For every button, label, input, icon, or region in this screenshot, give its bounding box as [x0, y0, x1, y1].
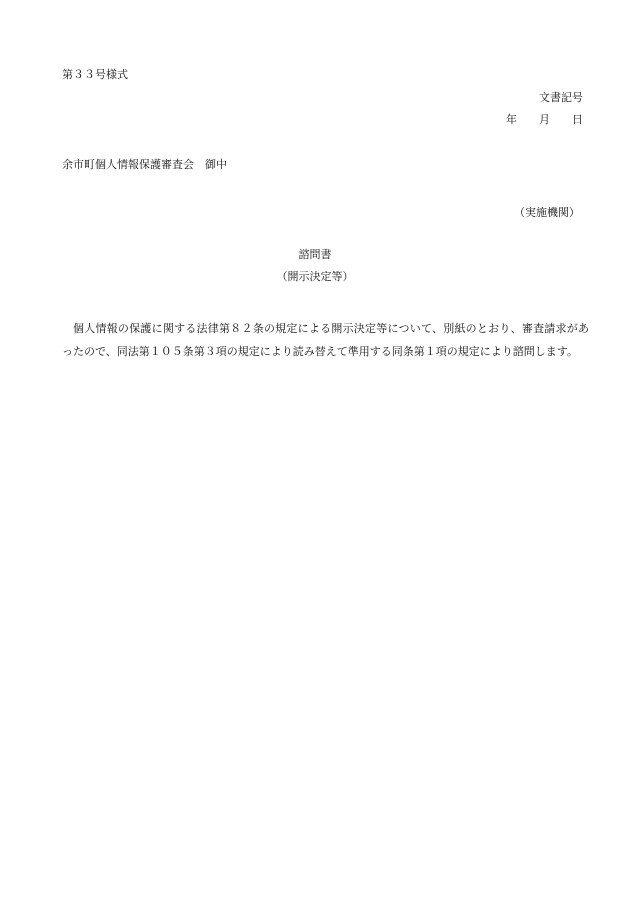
- agency-label: （実施機関）: [514, 206, 580, 219]
- document-title: 諮問書: [298, 248, 332, 261]
- document-subtitle: （開示決定等）: [276, 270, 354, 283]
- date-month: 月: [539, 113, 550, 126]
- document-code-label: 文書記号: [539, 91, 583, 104]
- body-paragraph: 個人情報の保護に関する法律第８２条の規定による開示決定等について、別紙のとおり、審査請求があったので、同法第１０５条第３項の規定により読み替えて準用する同条第１項の規定により諮問します。: [62, 322, 589, 358]
- addressee: 余市町個人情報保護審査会 御中: [62, 158, 227, 171]
- date-day: 日: [572, 113, 583, 126]
- form-number: 第３３号様式: [62, 68, 128, 81]
- date-year: 年: [506, 113, 517, 126]
- date-line: [506, 113, 583, 127]
